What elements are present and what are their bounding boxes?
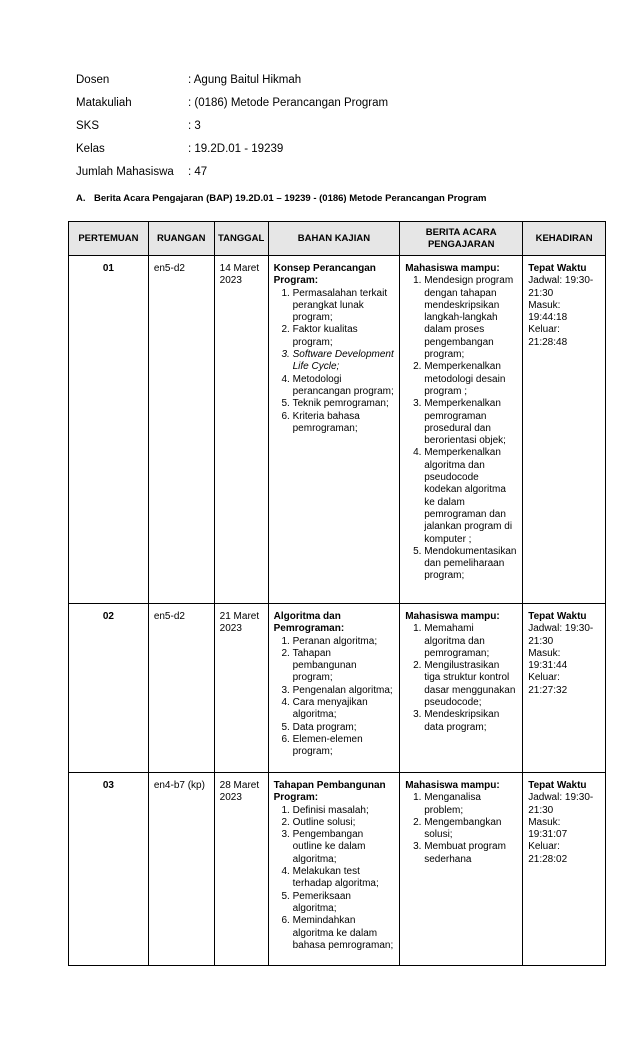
list-item: 3. Pengembangan outline ke dalam algoritma;	[293, 829, 395, 866]
status-label: Tepat Waktu	[528, 780, 587, 791]
bahan-list	[274, 805, 395, 953]
cell-pertemuan: 02	[69, 604, 149, 773]
cell-tanggal: 28 Maret 2023	[214, 773, 268, 966]
status-label: Tepat Waktu	[528, 611, 587, 622]
list-item: 4. Melakukan test terhadap algoritma;	[293, 866, 395, 891]
cell-tanggal: 14 Maret 2023	[214, 256, 268, 604]
status-label: Tepat Waktu	[528, 263, 587, 274]
jadwal-text: Jadwal: 19:30-21:30	[528, 275, 594, 299]
list-item: 3. Mendeskripsikan data program;	[424, 709, 517, 734]
cell-berita-acara	[400, 256, 523, 604]
list-item: 2. Memperkenalkan metodologi desain program ;	[424, 361, 517, 398]
list-item: 3. Membuat program sederhana	[424, 841, 517, 866]
keluar-text: Keluar: 21:28:02	[528, 841, 568, 865]
info-label: Kelas	[76, 143, 105, 155]
list-item: 5. Data program;	[293, 722, 395, 734]
header-bahan-kajian: BAHAN KAJIAN	[268, 222, 400, 256]
list-item: 4. Cara menyajikan algoritma;	[293, 697, 395, 722]
info-label: Jumlah Mahasiswa	[76, 166, 174, 178]
bahan-list	[274, 288, 395, 436]
info-label: Dosen	[76, 74, 110, 86]
info-value: : 47	[188, 166, 208, 178]
cell-kehadiran	[523, 256, 606, 604]
cell-pertemuan: 03	[69, 773, 149, 966]
berita-title: Mahasiswa mampu:	[405, 611, 500, 622]
berita-list	[405, 623, 517, 734]
info-value: : Agung Baitul Hikmah	[188, 74, 302, 86]
jadwal-text: Jadwal: 19:30-21:30	[528, 623, 594, 647]
cell-kehadiran	[523, 604, 606, 773]
info-sks	[76, 118, 388, 141]
section-letter: A.	[76, 193, 86, 204]
bahan-title: Algoritma dan Pemrograman:	[273, 611, 345, 635]
berita-list	[405, 792, 517, 866]
list-item: 6. Memindahkan algoritma ke dalam bahasa pemrograman;	[293, 915, 395, 952]
list-item: 4. Metodologi perancangan program;	[293, 374, 395, 399]
list-item: 2. Mengembangkan solusi;	[424, 817, 517, 842]
keluar-text: Keluar: 21:28:48	[528, 324, 568, 348]
list-item: 2. Tahapan pembangunan program;	[293, 648, 395, 685]
keluar-text: Keluar: 21:27:32	[528, 672, 568, 696]
bahan-title: Tahapan Pembangunan Program:	[273, 780, 386, 804]
section-title-text: Berita Acara Pengajaran (BAP) 19.2D.01 – 19239 - (0186) Metode Perancangan Program	[94, 193, 487, 204]
header-tanggal: TANGGAL	[214, 222, 268, 256]
header-ruangan: RUANGAN	[148, 222, 214, 256]
list-item: 4. Memperkenalkan algoritma dan pseudocode kodekan algoritma ke dalam pemrograman dan jalankan program di komputer ;	[424, 447, 517, 545]
info-kelas	[76, 141, 388, 164]
masuk-text: Masuk: 19:44:18	[528, 299, 568, 324]
info-matakuliah	[76, 95, 388, 118]
bahan-list	[274, 636, 395, 759]
table-row	[69, 773, 606, 966]
info-value: : 3	[188, 120, 201, 132]
header-kehadiran: KEHADIRAN	[523, 222, 606, 256]
masuk-text: Masuk: 19:31:44	[528, 647, 568, 672]
cell-bahan-kajian	[268, 773, 400, 966]
cell-kehadiran	[523, 773, 606, 966]
header-berita-acara: BERITA ACARA PENGAJARAN	[400, 222, 523, 256]
bahan-title: Konsep Perancangan Program:	[273, 263, 376, 287]
list-item: 2. Mengilustrasikan tiga struktur kontrol dasar menggunakan pseudocode;	[424, 660, 517, 709]
list-item: 1. Menganalisa problem;	[424, 792, 517, 817]
list-item: 1. Memahami algoritma dan pemrograman;	[424, 623, 517, 660]
cell-tanggal: 21 Maret 2023	[214, 604, 268, 773]
list-item: 5. Teknik pemrograman;	[293, 398, 395, 410]
berita-list	[405, 275, 517, 582]
jadwal-text: Jadwal: 19:30-21:30	[528, 792, 594, 816]
header-pertemuan: PERTEMUAN	[69, 222, 149, 256]
info-value: : 19.2D.01 - 19239	[188, 143, 284, 155]
info-jumlah-mahasiswa	[76, 164, 388, 187]
list-item: 5. Pemeriksaan algoritma;	[293, 891, 395, 916]
list-item: 6. Kriteria bahasa pemrograman;	[293, 411, 395, 436]
table-row	[69, 256, 606, 604]
info-dosen	[76, 72, 388, 95]
berita-title: Mahasiswa mampu:	[405, 780, 500, 791]
cell-ruangan: en4-b7 (kp)	[148, 773, 214, 966]
list-item: 1. Permasalahan terkait perangkat lunak program;	[293, 288, 395, 325]
cell-bahan-kajian	[268, 604, 400, 773]
list-item: 1. Definisi masalah;	[293, 805, 395, 817]
info-label: Matakuliah	[76, 97, 132, 109]
info-value: : (0186) Metode Perancangan Program	[188, 97, 389, 109]
cell-bahan-kajian	[268, 256, 400, 604]
list-item: 2. Faktor kualitas program;	[293, 324, 395, 349]
list-item: 1. Mendesign program dengan tahapan mendeskripsikan langkah-langkah dalam proses pengembangan program;	[424, 275, 517, 361]
cell-berita-acara	[400, 604, 523, 773]
cell-ruangan: en5-d2	[148, 256, 214, 604]
bap-table	[68, 221, 606, 966]
list-item: 2. Outline solusi;	[293, 817, 395, 829]
list-item: 3. Memperkenalkan pemrograman prosedural dan berorientasi objek;	[424, 398, 517, 447]
info-label: SKS	[76, 120, 100, 132]
course-info	[76, 72, 388, 187]
list-item: 3. Pengenalan algoritma;	[293, 685, 395, 697]
cell-pertemuan: 01	[69, 256, 149, 604]
list-item: 6. Elemen-elemen program;	[293, 734, 395, 759]
list-item: 1. Peranan algoritma;	[293, 636, 395, 648]
list-item: 3. Software Development Life Cycle;	[293, 349, 395, 374]
list-item: 5. Mendokumentasikan dan pemeliharaan program;	[424, 546, 517, 583]
berita-title: Mahasiswa mampu:	[405, 263, 500, 274]
cell-berita-acara	[400, 773, 523, 966]
table-row	[69, 604, 606, 773]
cell-ruangan: en5-d2	[148, 604, 214, 773]
table-header-row	[69, 222, 606, 256]
masuk-text: Masuk: 19:31:07	[528, 816, 568, 841]
section-title	[76, 193, 486, 204]
